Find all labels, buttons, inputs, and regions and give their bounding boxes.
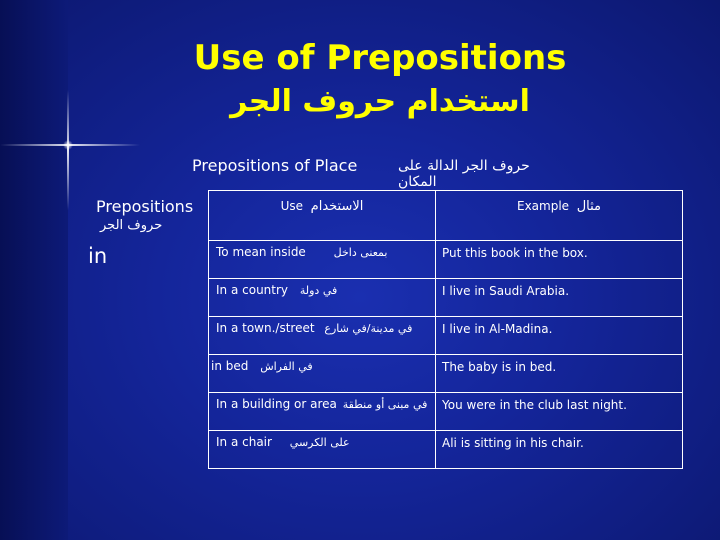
example-cell bbox=[436, 393, 683, 431]
example-text: I live in Al-Madina. bbox=[442, 322, 553, 336]
use-cell bbox=[209, 355, 436, 393]
sparkle-icon bbox=[63, 140, 73, 150]
use-en: In a building or area bbox=[216, 397, 337, 411]
prepositions-header-arabic: حروف الجر bbox=[100, 218, 163, 233]
use-ar: على الكرسي bbox=[289, 436, 350, 449]
subtitle-arabic: حروف الجر الدالة على المكان bbox=[398, 158, 530, 190]
use-en: In a chair bbox=[216, 435, 272, 449]
use-cell bbox=[209, 431, 436, 469]
left-decorative-band bbox=[0, 0, 68, 540]
example-text: I live in Saudi Arabia. bbox=[442, 284, 570, 298]
example-cell bbox=[436, 279, 683, 317]
use-header-ar: الاستخدام bbox=[310, 199, 364, 214]
use-en: To mean inside bbox=[216, 245, 306, 259]
use-header bbox=[209, 191, 436, 241]
slide-title-arabic: استخدام حروف الجر bbox=[230, 84, 530, 119]
example-header bbox=[436, 191, 683, 241]
use-ar: في دولة bbox=[299, 284, 338, 297]
preposition-word: in bbox=[88, 244, 108, 268]
example-text: Ali is sitting in his chair. bbox=[442, 436, 584, 450]
prepositions-header: Prepositions bbox=[96, 197, 194, 216]
use-ar: بمعنى داخل bbox=[333, 246, 388, 259]
use-cell bbox=[209, 241, 436, 279]
subtitle: Prepositions of Place bbox=[192, 156, 358, 175]
table-row bbox=[209, 355, 683, 393]
use-cell bbox=[209, 317, 436, 355]
use-ar: في الفراش bbox=[260, 360, 313, 373]
use-en: In a town./street bbox=[216, 321, 315, 335]
usage-table bbox=[208, 190, 683, 469]
table-row bbox=[209, 393, 683, 431]
table-row bbox=[209, 241, 683, 279]
example-cell bbox=[436, 317, 683, 355]
example-cell bbox=[436, 431, 683, 469]
use-cell bbox=[209, 393, 436, 431]
table-row bbox=[209, 317, 683, 355]
use-en: In a country bbox=[216, 283, 289, 297]
use-header-en: Use bbox=[280, 199, 304, 213]
table-header-row bbox=[209, 191, 683, 241]
example-cell bbox=[436, 355, 683, 393]
example-cell bbox=[436, 241, 683, 279]
example-header-en: Example bbox=[517, 199, 570, 213]
slide-title: Use of Prepositions bbox=[193, 38, 567, 78]
use-cell bbox=[209, 279, 436, 317]
example-header-ar: مثال bbox=[576, 199, 601, 214]
example-text: The baby is in bed. bbox=[442, 360, 557, 374]
use-ar: في مبنى أو منطقة bbox=[342, 398, 428, 411]
example-text: You were in the club last night. bbox=[442, 398, 627, 412]
table-row bbox=[209, 279, 683, 317]
use-en: in bed bbox=[211, 359, 249, 373]
example-text: Put this book in the box. bbox=[442, 246, 588, 260]
table-row bbox=[209, 431, 683, 469]
use-ar: في مدينة/في شارع bbox=[324, 322, 413, 335]
